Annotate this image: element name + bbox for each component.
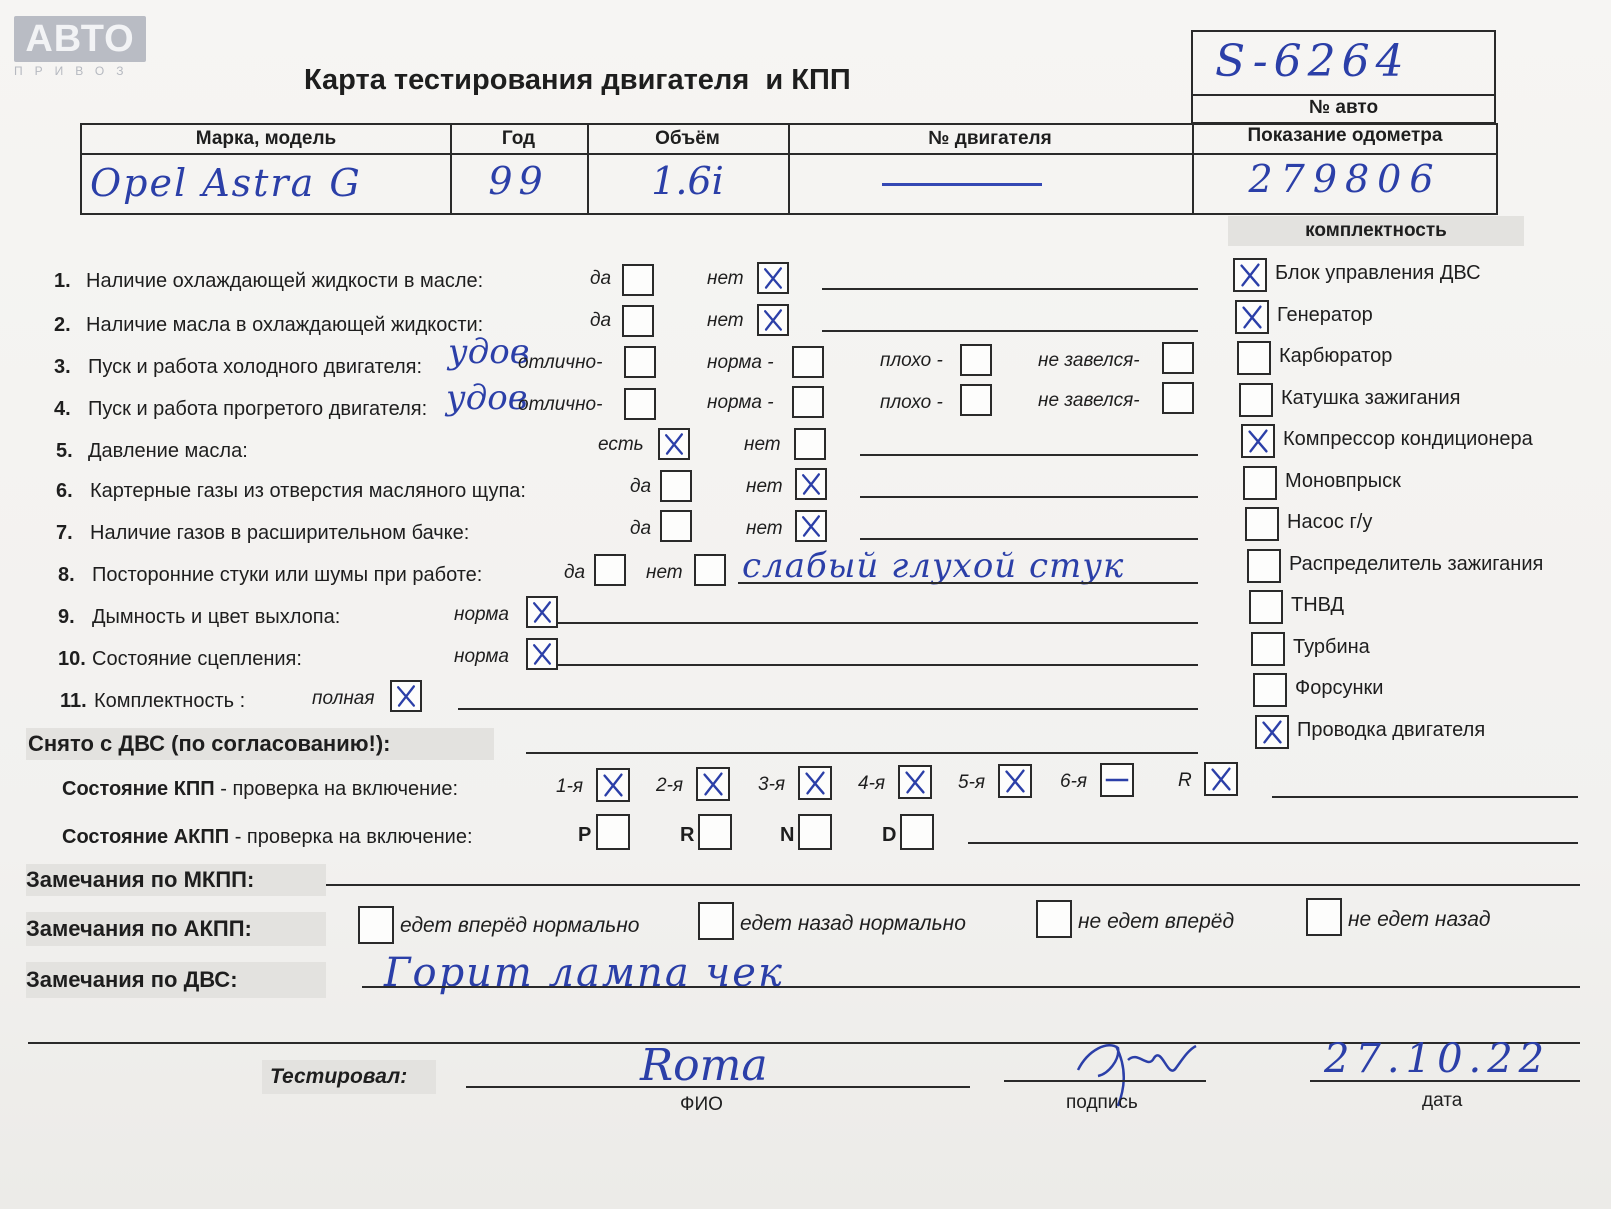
item-2-line [822,330,1198,332]
akpp-no-forward-label: не едет вперёд [1078,910,1235,933]
akpp-label-rest: - проверка на включение: [229,826,473,848]
komplekt-label-3: Катушка зажигания [1281,386,1461,409]
item-7-opt1: да [630,518,652,539]
removed-label: Снято с ДВС (по согласованию!): [26,728,494,760]
item-3-nostart-checkbox[interactable] [1162,342,1194,374]
item-1-no-checkbox-check-mark [759,264,787,292]
item-7-yes-checkbox[interactable] [660,510,692,542]
item-3-excellent-checkbox[interactable] [624,346,656,378]
col-header-year: Год [501,128,536,149]
komplekt-check-mark-0 [1235,260,1265,290]
komplekt-checkbox-4[interactable] [1241,424,1275,458]
kpp-gear-check-mark-1 [698,769,728,799]
logo-main: АВТО [14,16,146,62]
komplekt-title: комплектность [1228,216,1524,246]
item-3-opt3: плохо - [880,350,943,371]
kpp-gear-dash-mark-5 [1102,765,1132,795]
kpp-gear-label-5: 6-я [1060,771,1088,792]
tested-date: 27.10.22 [1324,1036,1551,1082]
value-year: 99 [488,159,549,203]
kpp-gear-check-mark-4 [1000,766,1030,796]
item-2-opt2: нет [707,310,744,331]
item-4-note: удов [446,378,528,418]
item-11-full-checkbox[interactable] [390,680,422,712]
item-6-opt1: да [630,476,652,497]
kpp-gear-checkbox-0[interactable] [596,768,630,802]
item-11-full-checkbox-check-mark [392,682,420,710]
komplekt-checkbox-0[interactable] [1233,258,1267,292]
item-3-opt2: норма - [707,352,774,373]
removed-line [526,752,1198,754]
logo [14,16,146,80]
fio-caption: ФИО [680,1094,723,1115]
col-header-model: Марка, модель [195,128,337,149]
item-10-normal-checkbox[interactable] [526,638,558,670]
komplekt-check-mark-1 [1237,302,1267,332]
value-volume: 1.6i [651,159,724,203]
kpp-gear-label-1: 2-я [656,775,684,796]
komplekt-label-9: Турбина [1293,635,1370,658]
sign-caption: подпись [1066,1092,1138,1113]
item-5-num: 5. [56,440,73,462]
item-1-yes-checkbox[interactable] [622,264,654,296]
date-line [1310,1080,1580,1082]
komplekt-checkbox-1[interactable] [1235,300,1269,334]
komplekt-checkbox-9[interactable] [1251,632,1285,666]
col-header-volume: Объём [655,128,720,149]
komplekt-check-mark-4 [1243,426,1273,456]
header-table [80,123,1498,215]
item-2-yes-checkbox[interactable] [622,305,654,337]
item-8-label: Посторонние стуки или шумы при работе: [92,564,483,586]
kpp-gear-label-4: 5-я [958,772,986,793]
item-1-no-checkbox[interactable] [757,262,789,294]
value-odometer: 279806 [1248,157,1442,201]
akpp-gear-label-1: R [680,824,695,846]
item-2-no-checkbox[interactable] [757,304,789,336]
col-header-odometer: Показание одометра [1247,125,1443,146]
item-9-normal-checkbox[interactable] [526,596,558,628]
kpp-gear-check-mark-2 [800,768,830,798]
remarks-dvs-line [362,986,1580,988]
akpp-no-back-label: не едет назад [1348,908,1491,931]
page-title: Карта тестирования двигателя и КПП [304,64,851,96]
item-4-label: Пуск и работа прогретого двигателя: [88,398,428,420]
item-1-line [822,288,1198,290]
akpp-forward-ok-label: едет вперёд нормально [400,914,640,937]
kpp-gear-label-3: 4-я [858,773,886,794]
auto-number-label: № авто [1308,97,1379,118]
item-4-bad-checkbox[interactable] [960,384,992,416]
item-3-label: Пуск и работа холодного двигателя: [88,356,423,378]
item-2-label: Наличие масла в охлаждающей жидкости: [86,314,484,336]
remarks-akpp-label: Замечания по АКПП: [26,912,326,946]
komplekt-label-10: Форсунки [1295,677,1384,699]
item-5-opt2: нет [744,434,781,455]
item-9-num: 9. [58,606,75,628]
item-2-no-checkbox-check-mark [759,306,787,334]
item-11-line [458,708,1198,710]
kpp-gear-label-2: 3-я [758,774,786,795]
komplekt-label-2: Карбюратор [1279,345,1393,367]
kpp-label [62,778,458,801]
komplekt-checkbox-7[interactable] [1247,549,1281,583]
item-11-label: Комплектность : [94,690,246,712]
item-6-no-checkbox[interactable] [795,468,827,500]
item-8-no-checkbox[interactable] [694,554,726,586]
akpp-gear-checkbox-1[interactable] [698,814,732,850]
date-caption: дата [1422,1090,1463,1111]
item-7-label: Наличие газов в расширительном бачке: [90,522,470,544]
item-1-opt2: нет [707,268,744,289]
remarks-mkpp-label: Замечания по МКПП: [26,864,326,896]
kpp-gear-checkbox-6[interactable] [1204,762,1238,796]
remarks-dvs-label: Замечания по ДВС: [26,962,326,998]
komplekt-checkbox-2[interactable] [1237,341,1271,375]
item-6-num: 6. [56,480,73,502]
item-4-normal-checkbox[interactable] [792,386,824,418]
kpp-line [1272,796,1578,798]
item-10-num: 10. [58,648,86,670]
value-model: Opel Astra G [90,161,362,205]
akpp-forward-ok-checkbox[interactable] [358,906,394,944]
item-3-num: 3. [54,356,71,378]
item-8-num: 8. [58,564,75,586]
item-6-line [860,496,1198,498]
remarks-mkpp-line [326,884,1580,886]
item-8-opt1: да [564,562,586,583]
komplekt-checkbox-5[interactable] [1243,466,1277,500]
item-5-yes-checkbox-check-mark [660,430,688,458]
kpp-gear-checkbox-1[interactable] [696,767,730,801]
komplekt-checkbox-6[interactable] [1245,507,1279,541]
akpp-gear-label-3: D [882,824,897,846]
item-9-label: Дымность и цвет выхлопа: [92,606,341,628]
item-8-note: слабый глухой стук [742,546,1125,586]
item-2-opt1: да [590,310,612,331]
item-3-normal-checkbox[interactable] [792,346,824,378]
sign-line [1004,1080,1206,1082]
item-11-opt1: полная [312,688,375,709]
item-10-opt1: норма [454,646,509,667]
item-9-opt1: норма [454,604,509,625]
kpp-gear-checkbox-2[interactable] [798,766,832,800]
kpp-gear-check-mark-0 [598,770,628,800]
item-7-no-checkbox-check-mark [797,512,825,540]
item-6-no-checkbox-check-mark [797,470,825,498]
komplekt-label-7: Распределитель зажигания [1289,552,1544,575]
akpp-gear-label-0: P [578,824,592,846]
item-4-opt1: отлично- [518,394,603,415]
komplekt-checkbox-11[interactable] [1255,715,1289,749]
item-8-line [738,582,1198,584]
item-4-nostart-checkbox[interactable] [1162,382,1194,414]
item-5-opt1: есть [598,434,644,455]
item-10-line [558,664,1198,666]
item-8-yes-checkbox[interactable] [594,554,626,586]
akpp-label [62,826,473,849]
item-5-yes-checkbox[interactable] [658,428,690,460]
item-1-opt1: да [590,268,612,289]
item-3-note: удов [448,332,530,372]
kpp-label-rest: - проверка на включение: [214,778,459,800]
item-5-line [860,454,1198,456]
item-1-num: 1. [54,270,71,292]
item-7-num: 7. [56,522,73,544]
item-4-opt4: не завелся- [1038,390,1140,411]
item-7-opt2: нет [746,518,783,539]
item-7-no-checkbox[interactable] [795,510,827,542]
item-4-opt2: норма - [707,392,774,413]
item-11-num: 11. [60,690,87,712]
auto-number-box [1191,30,1496,124]
item-5-label: Давление масла: [88,440,248,462]
tested-label: Тестировал: [262,1060,436,1094]
komplekt-check-mark-11 [1257,717,1287,747]
item-3-opt4: не завелся- [1038,350,1140,371]
kpp-gear-checkbox-4[interactable] [998,764,1032,798]
komplekt-label-6: Насос г/у [1287,511,1373,533]
item-8-opt2: нет [646,562,683,583]
item-4-opt3: плохо - [880,392,943,413]
komplekt-label-5: Моновпрыск [1285,469,1401,492]
logo-sub: ПРИВОЗ [14,64,136,78]
item-6-label: Картерные газы из отверстия масляного щупа: [90,480,526,502]
item-6-opt2: нет [746,476,783,497]
auto-number-divider [1193,94,1494,96]
akpp-back-ok-label: едет назад нормально [740,912,966,935]
komplekt-label-4: Компрессор кондиционера [1283,428,1533,450]
kpp-gear-check-mark-3 [900,767,930,797]
kpp-gear-label-0: 1-я [556,776,584,797]
kpp-gear-checkbox-5[interactable] [1100,763,1134,797]
remarks-dvs-note: Горит лампа чек [384,950,784,996]
komplekt-label-1: Генератор [1277,303,1373,326]
akpp-no-forward-checkbox[interactable] [1036,900,1072,938]
item-5-no-checkbox[interactable] [794,428,826,460]
kpp-gear-label-6: R [1178,770,1192,791]
item-3-bad-checkbox[interactable] [960,344,992,376]
item-4-num: 4. [54,398,71,420]
item-9-line [558,622,1198,624]
item-2-num: 2. [54,314,71,336]
akpp-gear-checkbox-3[interactable] [900,814,934,850]
item-1-label: Наличие охлаждающей жидкости в масле: [86,270,484,292]
komplekt-checkbox-3[interactable] [1239,383,1273,417]
item-10-normal-checkbox-check-mark [528,640,556,668]
akpp-line [968,842,1578,844]
komplekt-label-8: ТНВД [1291,594,1345,616]
auto-number-value: S-6264 [1215,36,1410,87]
item-7-line [860,538,1198,540]
item-10-label: Состояние сцепления: [92,648,302,670]
col-header-engine-no: № двигателя [928,128,1052,149]
akpp-gear-checkbox-2[interactable] [798,814,832,850]
kpp-gear-check-mark-6 [1206,764,1236,794]
item-9-normal-checkbox-check-mark [528,598,556,626]
kpp-label-bold: Состояние КПП [62,778,215,800]
item-3-opt1: отлично- [518,352,603,373]
akpp-back-ok-checkbox[interactable] [698,902,734,940]
item-6-yes-checkbox[interactable] [660,470,692,502]
komplekt-checkbox-8[interactable] [1249,590,1283,624]
komplekt-checkbox-10[interactable] [1253,673,1287,707]
akpp-no-back-checkbox[interactable] [1306,898,1342,936]
komplekt-label-0: Блок управления ДВС [1275,262,1481,284]
akpp-gear-checkbox-0[interactable] [596,814,630,850]
value-engine-no-dash [882,183,1042,186]
fio-line [466,1086,970,1088]
komplekt-label-11: Проводка двигателя [1297,718,1486,741]
tested-name: Roma [640,1040,768,1091]
akpp-label-bold: Состояние АКПП [62,826,230,848]
item-4-excellent-checkbox[interactable] [624,388,656,420]
kpp-gear-checkbox-3[interactable] [898,765,932,799]
akpp-gear-label-2: N [780,824,795,846]
